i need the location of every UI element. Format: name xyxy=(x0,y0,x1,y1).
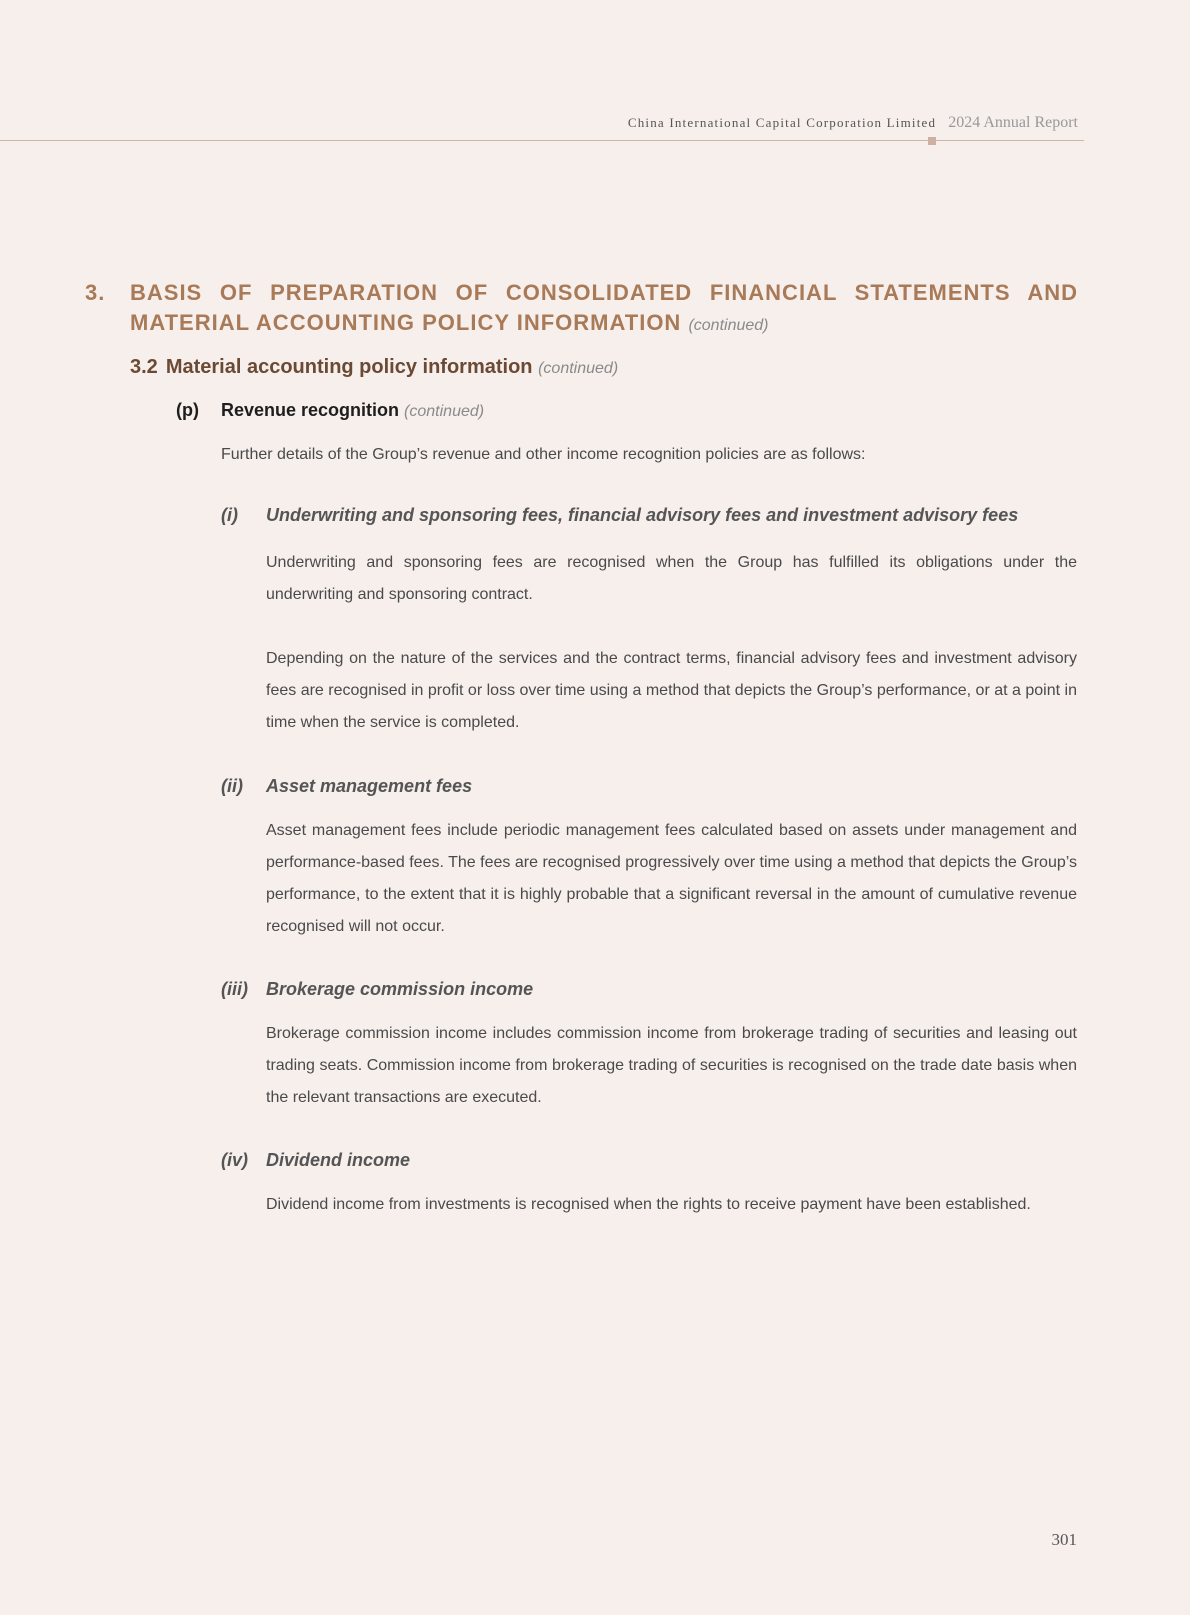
policy-paragraph: Underwriting and sponsoring fees are recognised when the Group has fulfilled its obligations under the underwriting and sponsoring contract. xyxy=(266,554,1077,603)
policy-title: Brokerage commission income xyxy=(266,979,534,999)
section-title-line1: BASIS OF PREPARATION OF CONSOLIDATED FINANCIAL STATEMENTS AND xyxy=(130,280,1078,305)
policy-title: Dividend income xyxy=(266,1150,411,1170)
intro-paragraph: Further details of the Group’s revenue and other income recognition policies are as follows: xyxy=(221,446,866,463)
item-label: (p) xyxy=(176,400,199,420)
running-header xyxy=(628,114,1078,132)
subsection-title: Material accounting policy information xyxy=(165,356,533,378)
header-marker xyxy=(928,137,936,145)
section-title-line2 xyxy=(130,310,769,336)
policy-heading xyxy=(221,505,1018,526)
subsection-number: 3.2 xyxy=(130,356,158,378)
continued-label: (continued) xyxy=(404,403,485,420)
section-number: 3. xyxy=(85,280,106,305)
report-title: 2024 Annual Report xyxy=(948,114,1078,131)
continued-label: (continued) xyxy=(538,360,619,377)
policy-label: (iii) xyxy=(221,979,248,999)
policy-label: (iv) xyxy=(221,1150,248,1170)
item-title: Revenue recognition xyxy=(221,400,400,420)
item-heading xyxy=(176,400,484,421)
policy-title: Asset management fees xyxy=(266,776,473,796)
policy-heading xyxy=(221,1150,410,1171)
policy-heading xyxy=(221,979,533,1000)
header-rule xyxy=(0,140,1084,141)
policy-paragraph: Asset management fees include periodic management fees calculated based on assets under management and performance-based fees. The fees are recognised progressively over time using a method that depicts the Group’s performance, to the extent that it is highly probable that a significant reversal in the amount of cumulative revenue recognised will not occur. xyxy=(266,822,1077,935)
policy-paragraph: Brokerage commission income includes commission income from brokerage trading of securities and leasing out trading seats. Commission income from brokerage trading of securities is recognised on the trade date basis when the relevant transactions are executed. xyxy=(266,1025,1077,1106)
subsection-heading xyxy=(130,356,618,379)
page-number: 301 xyxy=(1051,1530,1077,1549)
policy-label: (i) xyxy=(221,505,238,525)
section-title-text: MATERIAL ACCOUNTING POLICY INFORMATION xyxy=(130,310,682,335)
continued-label: (continued) xyxy=(688,317,769,334)
policy-label: (ii) xyxy=(221,776,243,796)
policy-paragraph: Dividend income from investments is recognised when the rights to receive payment have been established. xyxy=(266,1196,1031,1213)
policy-title: Underwriting and sponsoring fees, financial advisory fees and investment advisory fees xyxy=(266,505,1019,525)
policy-paragraph: Depending on the nature of the services and the contract terms, financial advisory fees and investment advisory fees are recognised in profit or loss over time using a method that depicts the Group’s performance, or at a point in time when the service is completed. xyxy=(266,650,1077,731)
company-name: China International Capital Corporation Limited xyxy=(627,115,937,130)
policy-heading xyxy=(221,776,472,797)
